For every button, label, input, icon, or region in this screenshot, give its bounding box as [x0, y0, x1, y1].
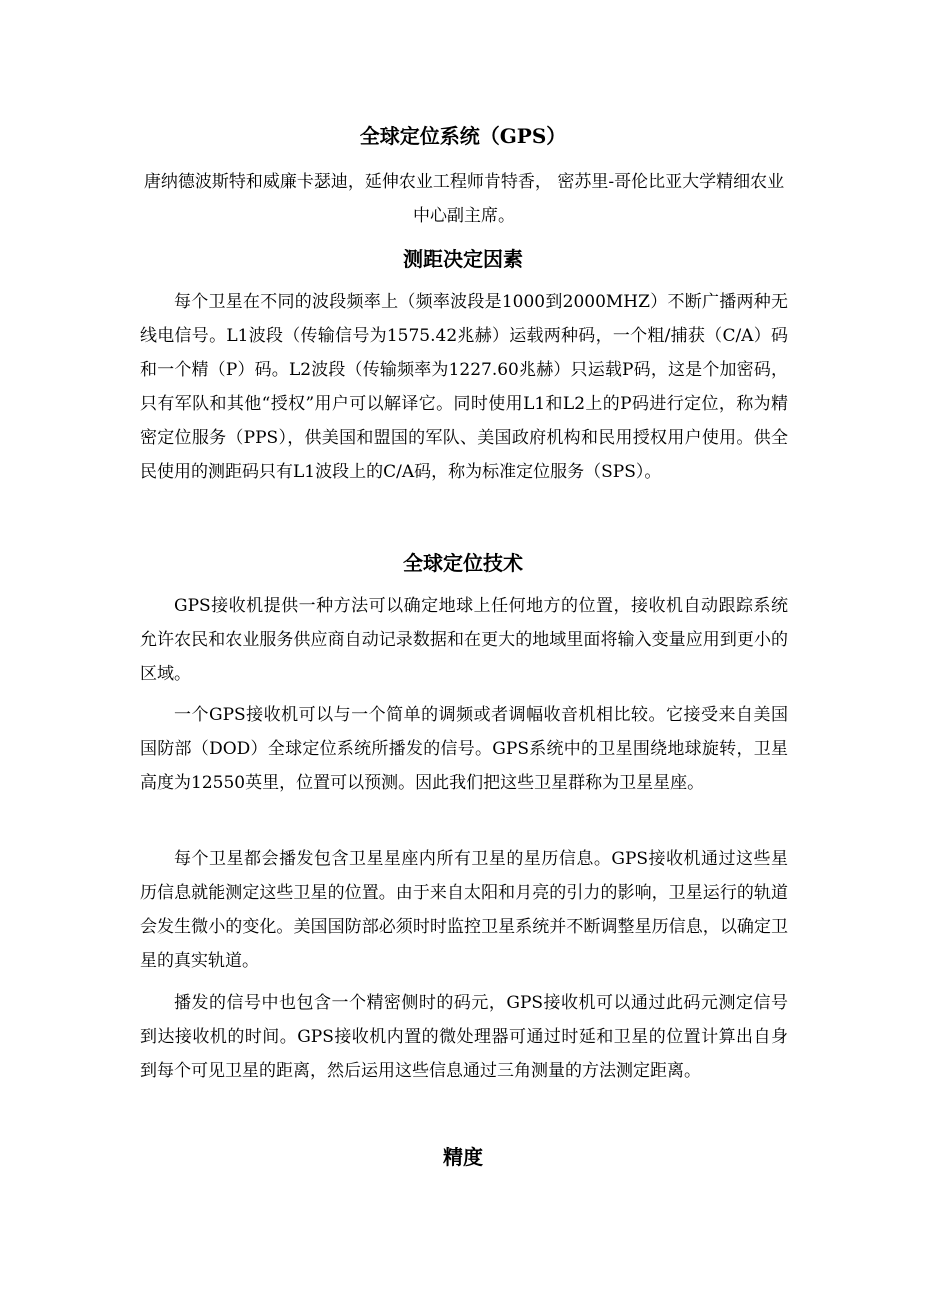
- section-heading-accuracy: 精度: [443, 1145, 483, 1169]
- section-heading-ranging: 测距决定因素: [403, 247, 523, 271]
- paragraph-receiver-overview: GPS接收机提供一种方法可以确定地球上任何地方的位置，接收机自动跟踪系统允许农民和农业服务供应商自动记录数据和在更大的地域里面将输入变量应用到更小的区域。: [140, 596, 788, 684]
- paragraph-ephemeris: 每个卫星都会播发包含卫星星座内所有卫星的星历信息。GPS接收机通过这些星历信息就能测定这些卫星的位置。由于来自太阳和月亮的引力的影响，卫星运行的轨道会发生微小的变化。美国国防部必须时时监控卫星系统并不断调整星历信息，以确定卫星的真实轨道。: [140, 849, 788, 971]
- document-title: 全球定位系统（GPS）: [359, 124, 567, 148]
- author-byline: 唐纳德波斯特和威廉卡瑟迪，延伸农业工程师肯特香， 密苏里-哥伦比亚大学精细农业中心副主席。: [143, 172, 785, 226]
- paragraph-ranging-signals: 每个卫星在不同的波段频率上（频率波段是1000到2000MHZ）不断广播两种无线电信号。L1波段（传输信号为1575.42兆赫）运载两种码，一个粗/捕获（C/A）码和一个精（P）码。L2波段（传输频率为1227.60兆赫）只运载P码，这是个加密码，只有军队和其他“授权”用户可以解译它。同时使用L1和L2上的P码进行定位，称为精密定位服务（PPS），供美国和盟国的军队、美国政府机构和民用授权用户使用。供全民使用的测距码只有L1波段上的C/A码，称为标准定位服务（SPS）。: [140, 292, 788, 482]
- paragraph-timing-code: 播发的信号中也包含一个精密侧时的码元，GPS接收机可以通过此码元测定信号到达接收机的时间。GPS接收机内置的微处理器可通过时延和卫星的位置计算出自身到每个可见卫星的距离，然后运用这些信息通过三角测量的方法测定距离。: [140, 993, 788, 1081]
- section-heading-gps-technology: 全球定位技术: [403, 551, 523, 575]
- paragraph-receiver-comparison: 一个GPS接收机可以与一个简单的调频或者调幅收音机相比较。它接受来自美国国防部（DOD）全球定位系统所播发的信号。GPS系统中的卫星围绕地球旋转，卫星高度为12550英里，位置可以预测。因此我们把这些卫星群称为卫星星座。: [140, 705, 788, 793]
